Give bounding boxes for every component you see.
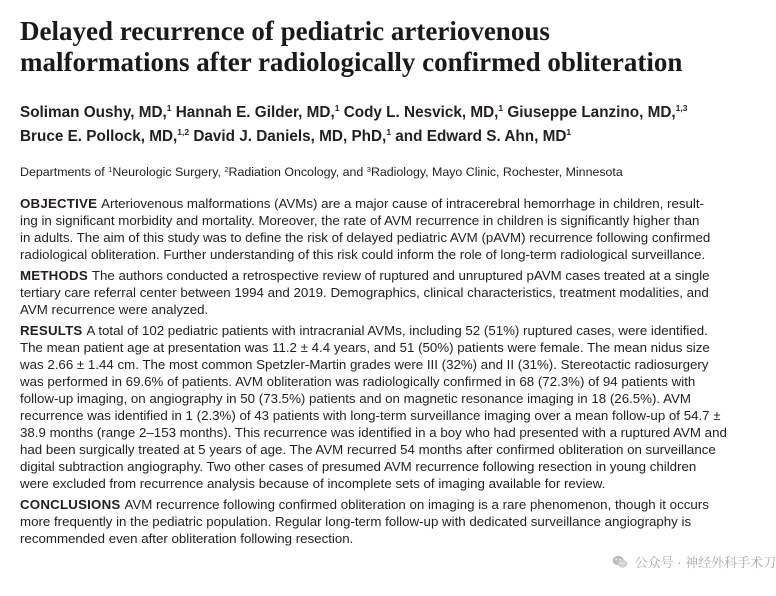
abstract xyxy=(20,195,738,547)
article xyxy=(20,16,738,551)
author-line xyxy=(20,101,738,125)
author-name: Soliman Oushy, MD, xyxy=(20,104,167,121)
abstract-text: tertiary care referral center between 1994 and 2019. Demographics, clinical characteristics, treatment modalities, and xyxy=(20,285,709,300)
abstract-text: follow-up imaging, on angiography in 50 (73.5%) patients and on magnetic resonance imaging in 18 (26.5%). AVM xyxy=(20,391,691,406)
title-line: Delayed recurrence of pediatric arteriovenous xyxy=(20,16,550,46)
abstract-line xyxy=(20,339,738,356)
abstract-text: Arteriovenous malformations (AVMs) are a major cause of intracerebral hemorrhage in children, result- xyxy=(101,196,704,211)
abstract-line xyxy=(20,513,738,530)
affiliation-text: Departments of xyxy=(20,165,109,179)
affiliation-marker: 1 xyxy=(498,103,504,113)
affiliation-marker: 1,3 xyxy=(675,103,688,113)
author-name: David J. Daniels, MD, PhD, xyxy=(193,128,387,145)
abstract-line xyxy=(20,212,738,229)
abstract-line xyxy=(20,407,738,424)
section-heading: RESULTS xyxy=(20,323,83,338)
affiliation-marker: 1 xyxy=(386,127,392,137)
abstract-line xyxy=(20,322,738,339)
author-name: Bruce E. Pollock, MD, xyxy=(20,128,178,145)
affiliation-marker: 1 xyxy=(166,103,172,113)
abstract-line xyxy=(20,284,738,301)
abstract-section-objective xyxy=(20,195,738,263)
article-title xyxy=(20,16,738,78)
section-heading: OBJECTIVE xyxy=(20,196,98,211)
abstract-line xyxy=(20,195,738,212)
abstract-text: in adults. The aim of this study was to define the risk of delayed pediatric AVM (pAVM) recurrence following confirmed xyxy=(20,230,711,245)
affiliation-marker: 1 xyxy=(334,103,340,113)
abstract-line xyxy=(20,475,738,492)
abstract-text: 38.9 months (range 2–153 months). This recurrence was identified in a boy who had presented with a ruptured AVM and xyxy=(20,425,727,440)
abstract-line xyxy=(20,356,738,373)
watermark-text: 公众号 · 神经外科手术刀 xyxy=(634,555,776,570)
abstract-line xyxy=(20,267,738,284)
abstract-line xyxy=(20,246,738,263)
abstract-line xyxy=(20,373,738,390)
abstract-text: had been surgically treated at 5 years of age. The AVM recurred 54 months after confirmed obliteration on surveillance xyxy=(20,442,716,457)
abstract-text: AVM recurrence following confirmed obliteration on imaging is a rare phenomenon, though it occurs xyxy=(124,497,709,512)
abstract-line xyxy=(20,424,738,441)
abstract-text: The authors conducted a retrospective review of ruptured and unruptured pAVM cases treated at a single xyxy=(91,268,710,283)
abstract-line xyxy=(20,390,738,407)
affiliations xyxy=(20,164,738,180)
author-name: Giuseppe Lanzino, MD, xyxy=(507,104,676,121)
wechat-icon xyxy=(612,554,628,570)
abstract-text: was performed in 69.6% of patients. AVM obliteration was radiologically confirmed in 68 (72.3%) of 94 patients with xyxy=(20,374,696,389)
abstract-line xyxy=(20,441,738,458)
affiliation-text: Radiation Oncology, and xyxy=(228,165,367,179)
affiliation-marker: 1,2 xyxy=(177,127,190,137)
author-line xyxy=(20,125,738,149)
affiliation-text: Neurologic Surgery, xyxy=(112,165,225,179)
abstract-line xyxy=(20,458,738,475)
author-name: Hannah E. Gilder, MD, xyxy=(175,104,335,121)
abstract-text: more frequently in the pediatric population. Regular long-term follow-up with dedicated surveillance angiography is xyxy=(20,514,692,529)
abstract-line xyxy=(20,496,738,513)
author-name: and Edward S. Ahn, MD xyxy=(395,128,567,145)
abstract-text: were excluded from recurrence analysis because of incomplete sets of imaging available for review. xyxy=(20,476,606,491)
abstract-text: recurrence was identified in 1 (2.3%) of 43 patients with long-term surveillance imaging over a mean follow-up of 54.7 ± xyxy=(20,408,721,423)
abstract-line xyxy=(20,530,738,547)
abstract-line xyxy=(20,301,738,318)
abstract-section-results xyxy=(20,322,738,492)
abstract-text: A total of 102 pediatric patients with intracranial AVMs, including 52 (51%) ruptured cases, were identified. xyxy=(86,323,708,338)
watermark xyxy=(612,552,776,571)
abstract-text: recommended even after obliteration following resection. xyxy=(20,531,354,546)
abstract-text: The mean patient age at presentation was 11.2 ± 4.4 years, and 51 (50%) patients were female. The mean nidus size xyxy=(20,340,710,355)
abstract-text: AVM recurrence were analyzed. xyxy=(20,302,209,317)
title-line: malformations after radiologically confirmed obliteration xyxy=(20,47,683,77)
affiliation-marker: 1 xyxy=(566,127,572,137)
abstract-line xyxy=(20,229,738,246)
abstract-text: radiological obliteration. Further understanding of this risk could inform the role of long-term radiological surveillance. xyxy=(20,247,706,262)
affiliation-text: Radiology, Mayo Clinic, Rochester, Minnesota xyxy=(370,165,623,179)
abstract-section-conclusions xyxy=(20,496,738,547)
abstract-text: digital subtraction angiography. Two other cases of presumed AVM recurrence following resection in young children xyxy=(20,459,697,474)
affiliation-marker: 2 xyxy=(224,165,229,174)
affiliation-marker: 3 xyxy=(366,165,371,174)
author-name: Cody L. Nesvick, MD, xyxy=(343,104,499,121)
affiliation-marker: 1 xyxy=(108,165,113,174)
section-heading: CONCLUSIONS xyxy=(20,497,121,512)
abstract-text: was 2.66 ± 1.44 cm. The most common Spetzler-Martin grades were III (32%) and II (31%). Stereotactic radiosurgery xyxy=(20,357,709,372)
abstract-text: ing in significant morbidity and mortality. Moreover, the rate of AVM recurrence in children is significantly higher than xyxy=(20,213,700,228)
author-list xyxy=(20,101,738,149)
section-heading: METHODS xyxy=(20,268,88,283)
abstract-section-methods xyxy=(20,267,738,318)
